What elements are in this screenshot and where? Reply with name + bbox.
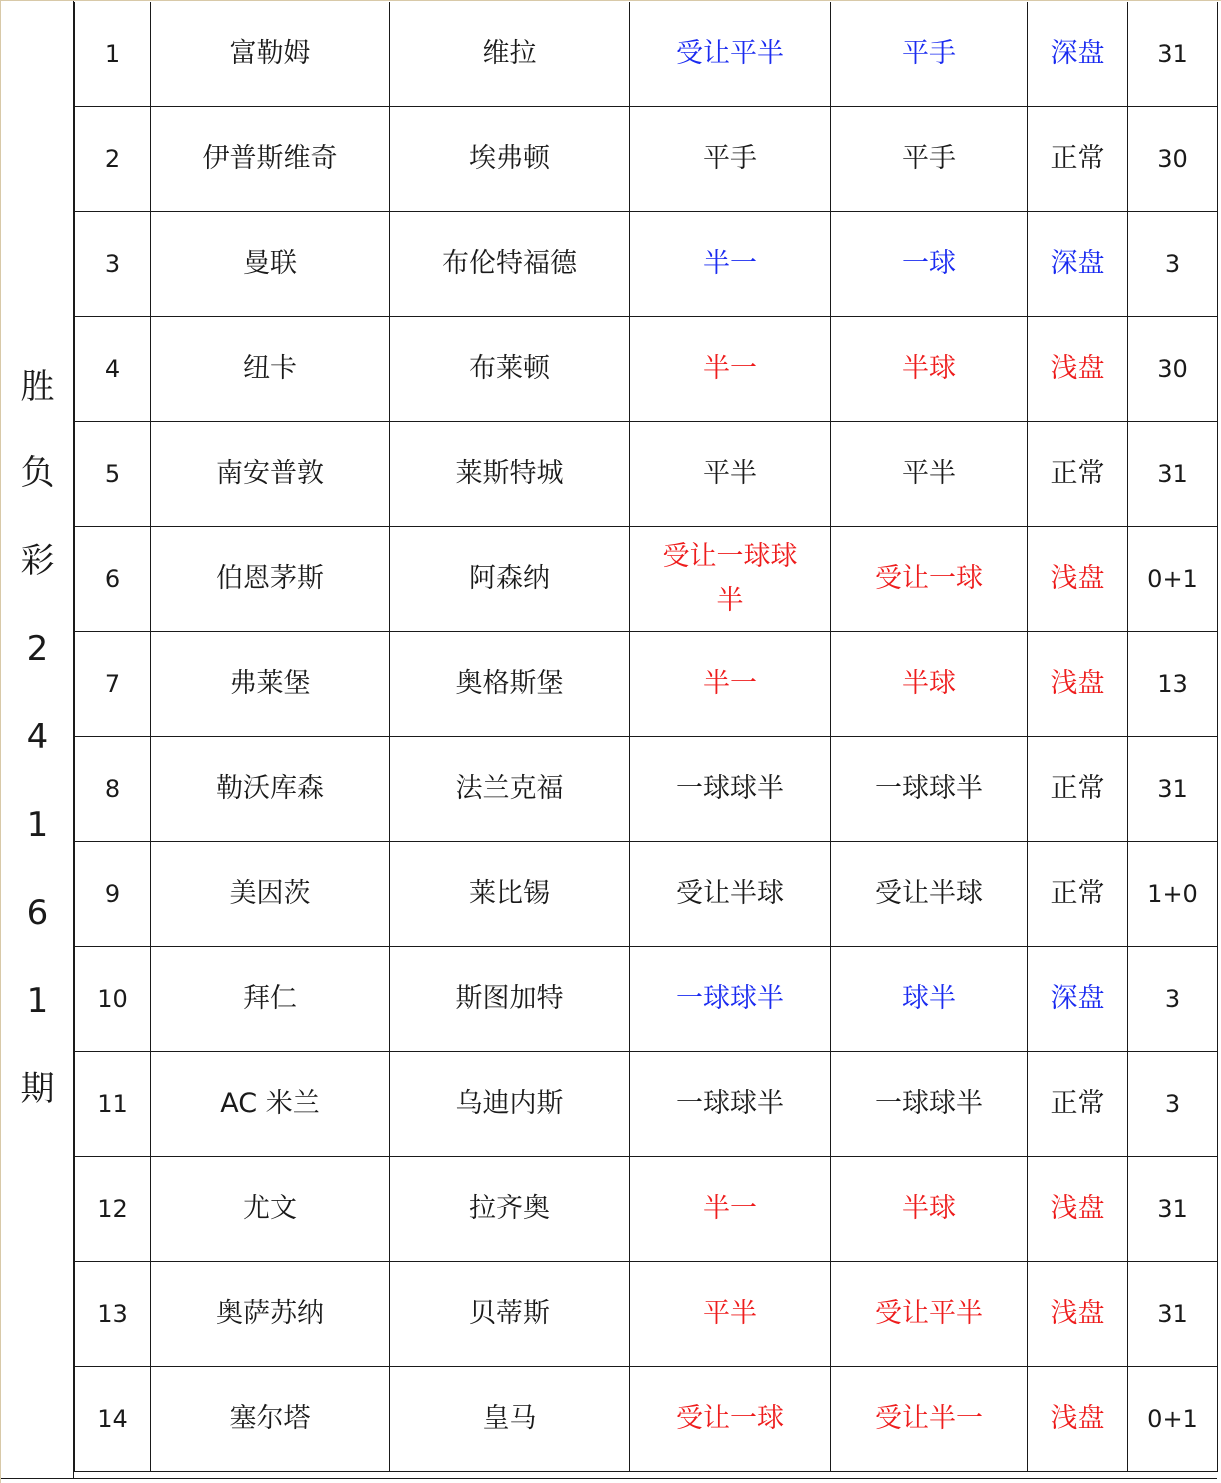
table-row xyxy=(75,1262,1218,1367)
home-team: 南安普敦 xyxy=(151,422,390,527)
handicap-line-a: 半一 xyxy=(630,212,831,317)
handicap-line-b: 平手 xyxy=(831,107,1028,212)
table-row xyxy=(75,317,1218,422)
home-team: 纽卡 xyxy=(151,317,390,422)
period-label-char: 期 xyxy=(20,1069,55,1109)
home-team: AC 米兰 xyxy=(151,1052,390,1157)
match-number: 9 xyxy=(75,842,151,947)
prediction-pick: 0+1 xyxy=(1128,527,1218,632)
handicap-line-b: 受让半一 xyxy=(831,1367,1028,1472)
match-number: 5 xyxy=(75,422,151,527)
prediction-pick: 30 xyxy=(1128,107,1218,212)
handicap-status: 深盘 xyxy=(1028,947,1128,1052)
handicap-line-b: 半球 xyxy=(831,632,1028,737)
period-label-char: 1 xyxy=(26,805,49,845)
period-label-char: 1 xyxy=(26,981,49,1021)
match-number: 11 xyxy=(75,1052,151,1157)
handicap-line-b: 半球 xyxy=(831,1157,1028,1262)
away-team: 布莱顿 xyxy=(390,317,630,422)
prediction-pick: 31 xyxy=(1128,422,1218,527)
handicap-status: 浅盘 xyxy=(1028,1262,1128,1367)
table-row xyxy=(75,107,1218,212)
handicap-status: 浅盘 xyxy=(1028,632,1128,737)
prediction-pick: 13 xyxy=(1128,632,1218,737)
period-label-char: 彩 xyxy=(20,541,55,581)
match-number: 13 xyxy=(75,1262,151,1367)
handicap-line-a: 平手 xyxy=(630,107,831,212)
table-row xyxy=(75,1157,1218,1262)
table-row xyxy=(75,2,1218,107)
handicap-status: 浅盘 xyxy=(1028,1367,1128,1472)
away-team: 莱斯特城 xyxy=(390,422,630,527)
period-label-char: 负 xyxy=(20,453,55,493)
handicap-status: 深盘 xyxy=(1028,212,1128,317)
handicap-line-b: 球半 xyxy=(831,947,1028,1052)
match-table xyxy=(74,2,1218,1472)
prediction-pick: 0+1 xyxy=(1128,1367,1218,1472)
handicap-status: 正常 xyxy=(1028,842,1128,947)
handicap-line-a: 受让平半 xyxy=(630,2,831,107)
match-number: 4 xyxy=(75,317,151,422)
away-team: 埃弗顿 xyxy=(390,107,630,212)
handicap-status: 正常 xyxy=(1028,107,1128,212)
period-label-cell xyxy=(1,1,74,1479)
home-team: 尤文 xyxy=(151,1157,390,1262)
handicap-line-b: 受让半球 xyxy=(831,842,1028,947)
home-team: 美因茨 xyxy=(151,842,390,947)
prediction-pick: 31 xyxy=(1128,1262,1218,1367)
away-team: 皇马 xyxy=(390,1367,630,1472)
handicap-line-a: 半一 xyxy=(630,632,831,737)
home-team: 勒沃库森 xyxy=(151,737,390,842)
table-row xyxy=(75,737,1218,842)
handicap-line-a: 一球球半 xyxy=(630,737,831,842)
handicap-status: 浅盘 xyxy=(1028,317,1128,422)
handicap-status: 正常 xyxy=(1028,422,1128,527)
prediction-pick: 30 xyxy=(1128,317,1218,422)
handicap-line-a: 受让一球 xyxy=(630,1367,831,1472)
handicap-line-a: 半一 xyxy=(630,317,831,422)
period-label-char: 6 xyxy=(26,893,49,933)
table-row xyxy=(75,1367,1218,1472)
handicap-status: 正常 xyxy=(1028,737,1128,842)
home-team: 伊普斯维奇 xyxy=(151,107,390,212)
away-team: 莱比锡 xyxy=(390,842,630,947)
handicap-line-a: 一球球半 xyxy=(630,947,831,1052)
away-team: 拉齐奥 xyxy=(390,1157,630,1262)
handicap-status: 浅盘 xyxy=(1028,1157,1128,1262)
away-team: 斯图加特 xyxy=(390,947,630,1052)
home-team: 曼联 xyxy=(151,212,390,317)
table-row xyxy=(75,842,1218,947)
prediction-pick: 31 xyxy=(1128,2,1218,107)
table-row xyxy=(75,1052,1218,1157)
away-team: 贝蒂斯 xyxy=(390,1262,630,1367)
match-number: 10 xyxy=(75,947,151,1052)
prediction-pick: 1+0 xyxy=(1128,842,1218,947)
away-team: 奥格斯堡 xyxy=(390,632,630,737)
home-team: 富勒姆 xyxy=(151,2,390,107)
away-team: 阿森纳 xyxy=(390,527,630,632)
handicap-line-b: 半球 xyxy=(831,317,1028,422)
prediction-pick: 31 xyxy=(1128,737,1218,842)
table-row xyxy=(75,632,1218,737)
prediction-pick: 3 xyxy=(1128,947,1218,1052)
period-label-char: 胜 xyxy=(20,367,55,407)
handicap-status: 浅盘 xyxy=(1028,527,1128,632)
match-number: 2 xyxy=(75,107,151,212)
handicap-line-b: 一球 xyxy=(831,212,1028,317)
home-team: 伯恩茅斯 xyxy=(151,527,390,632)
handicap-line-a: 半一 xyxy=(630,1157,831,1262)
handicap-line-b: 受让平半 xyxy=(831,1262,1028,1367)
match-number: 1 xyxy=(75,2,151,107)
match-number: 14 xyxy=(75,1367,151,1472)
handicap-line-b: 一球球半 xyxy=(831,1052,1028,1157)
table-row xyxy=(75,422,1218,527)
table-row xyxy=(75,947,1218,1052)
match-number: 6 xyxy=(75,527,151,632)
home-team: 塞尔塔 xyxy=(151,1367,390,1472)
table-row xyxy=(75,212,1218,317)
handicap-line-a: 受让一球球半 xyxy=(630,527,831,632)
prediction-pick: 3 xyxy=(1128,212,1218,317)
away-team: 布伦特福德 xyxy=(390,212,630,317)
home-team: 奥萨苏纳 xyxy=(151,1262,390,1367)
handicap-status: 深盘 xyxy=(1028,2,1128,107)
handicap-line-b: 平手 xyxy=(831,2,1028,107)
match-number: 3 xyxy=(75,212,151,317)
handicap-line-a: 平半 xyxy=(630,422,831,527)
home-team: 弗莱堡 xyxy=(151,632,390,737)
handicap-line-b: 一球球半 xyxy=(831,737,1028,842)
match-number: 8 xyxy=(75,737,151,842)
away-team: 法兰克福 xyxy=(390,737,630,842)
handicap-status: 正常 xyxy=(1028,1052,1128,1157)
match-number: 7 xyxy=(75,632,151,737)
handicap-line-a: 一球球半 xyxy=(630,1052,831,1157)
table-row xyxy=(75,527,1218,632)
handicap-line-a: 平半 xyxy=(630,1262,831,1367)
period-label-char: 4 xyxy=(26,717,49,757)
away-team: 乌迪内斯 xyxy=(390,1052,630,1157)
handicap-line-b: 平半 xyxy=(831,422,1028,527)
period-label-char: 2 xyxy=(26,629,49,669)
prediction-pick: 3 xyxy=(1128,1052,1218,1157)
home-team: 拜仁 xyxy=(151,947,390,1052)
table-bottom-border xyxy=(1,1478,1217,1479)
handicap-line-a: 受让半球 xyxy=(630,842,831,947)
away-team: 维拉 xyxy=(390,2,630,107)
handicap-line-b: 受让一球 xyxy=(831,527,1028,632)
prediction-pick: 31 xyxy=(1128,1157,1218,1262)
match-number: 12 xyxy=(75,1157,151,1262)
